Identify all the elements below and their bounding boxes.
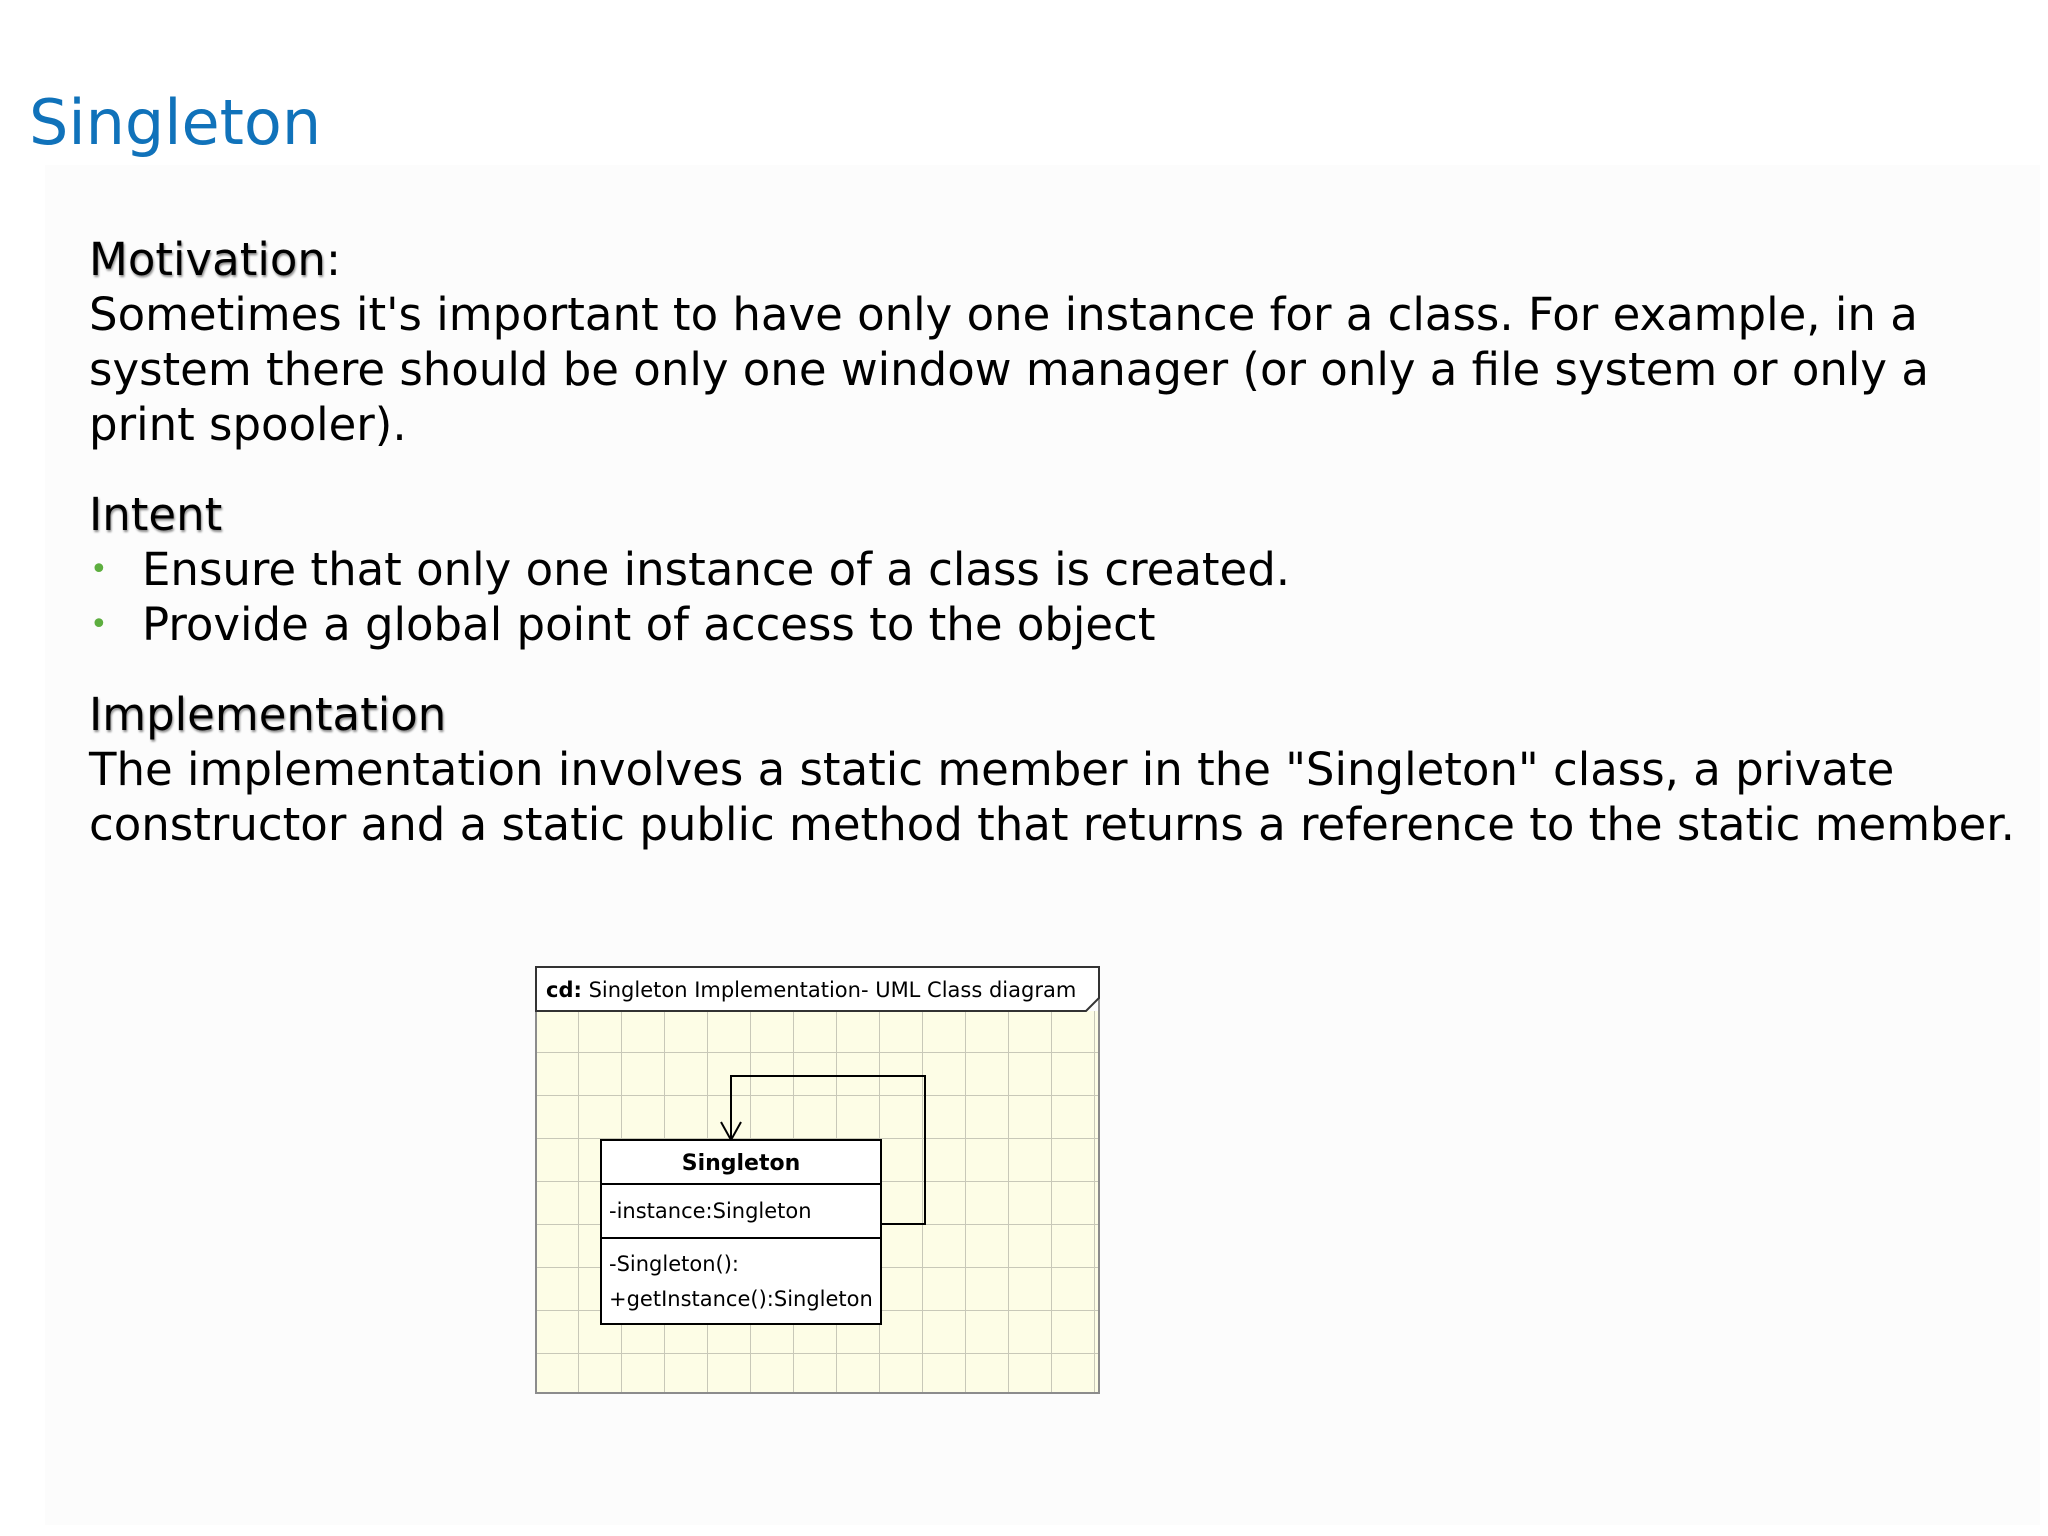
bullet-icon: • — [90, 607, 108, 642]
uml-class-diagram — [535, 966, 1100, 1394]
motivation-text: Sometimes it's important to have only one instance for a class. For example, in a system there should be only one window manager (or only a file system or only a print spooler). — [89, 288, 1929, 451]
implementation-section — [89, 687, 2039, 852]
implementation-heading: Implementation — [89, 688, 447, 741]
intent-section — [89, 487, 2039, 652]
intent-heading: Intent — [89, 488, 223, 541]
class-operation: -Singleton(): — [609, 1252, 739, 1276]
intent-item — [89, 597, 2039, 652]
spacer — [89, 452, 2039, 487]
intent-item-text: Ensure that only one instance of a class is created. — [142, 543, 1291, 596]
spacer — [89, 652, 2039, 687]
class-name: Singleton — [681, 1151, 801, 1176]
class-attribute: -instance:Singleton — [609, 1199, 812, 1223]
slide-title: Singleton — [29, 86, 322, 159]
bullet-icon: • — [90, 552, 108, 587]
frame-keyword: cd: — [546, 978, 582, 1002]
intent-item-text: Provide a global point of access to the object — [142, 598, 1156, 651]
uml-diagram-svg — [535, 966, 1100, 1394]
implementation-text: The implementation involves a static member in the "Singleton" class, a private constructor and a static public method that returns a reference to the static member. — [89, 743, 2015, 851]
slide-body — [89, 232, 2039, 852]
intent-item — [89, 542, 2039, 597]
motivation-heading: Motivation — [89, 233, 326, 286]
frame-title: Singleton Implementation- UML Class diagram — [581, 978, 1077, 1002]
motivation-section — [89, 232, 2039, 452]
motivation-colon: : — [325, 233, 342, 286]
intent-list — [89, 542, 2039, 652]
diagram-frame-label — [546, 978, 1076, 1002]
class-operation: +getInstance():Singleton — [609, 1287, 873, 1311]
